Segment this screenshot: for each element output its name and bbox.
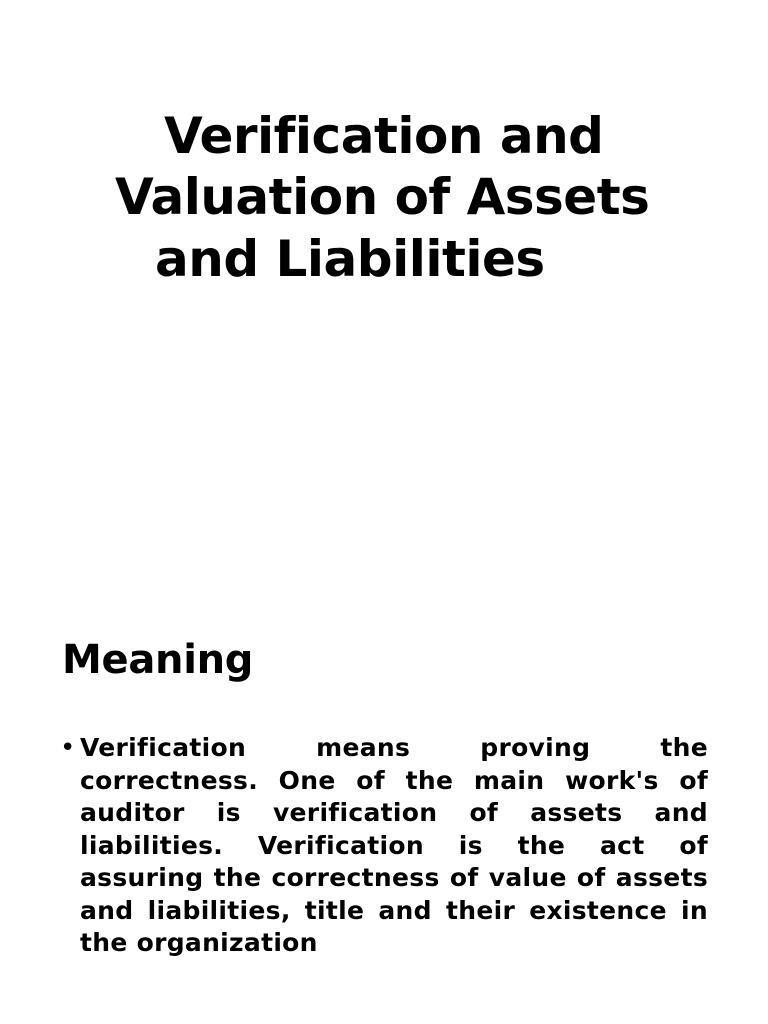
list-item — [60, 732, 708, 960]
bullet-list — [60, 732, 708, 960]
meaning-slide — [0, 600, 768, 1024]
bullet-text: Verification means proving the correctness. One of the main work's of auditor is verification of assets and liabilities. Verification is the act of assuring the correctness of value of assets and liabilities, title and their existence in the organization — [80, 733, 708, 957]
bullet-icon: • — [60, 733, 76, 763]
slide-title-line-3: and Liabilities — [155, 230, 545, 288]
slide-title-line-1: Verification and — [164, 107, 604, 165]
slide-title-line-2: Valuation of Assets — [115, 168, 650, 226]
section-heading: Meaning — [62, 637, 254, 683]
